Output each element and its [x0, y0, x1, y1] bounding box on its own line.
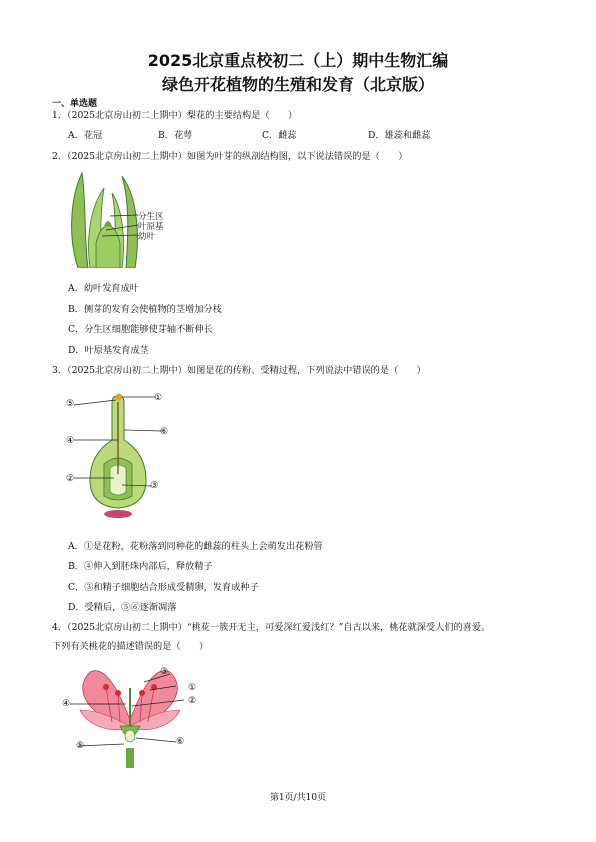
- section-heading: 一、单选题: [52, 99, 98, 109]
- document-title-line2: 绿色开花植物的生殖和发育（北京版）: [161, 75, 434, 94]
- q2-option-c: C．分生区细胞能够使芽轴不断伸长: [68, 324, 213, 335]
- q1-option-a: A．花冠: [68, 130, 103, 141]
- q1-stem: 1．（2025北京房山初二上期中）梨花的主要结构是（ ）: [52, 110, 298, 121]
- q3-label-1: ①: [154, 392, 163, 403]
- q3-option-d: D．受精后，⑤⑥逐渐凋落: [68, 602, 177, 613]
- q4-stem-line2: 下列有关桃花的描述错误的是（ ）: [52, 641, 209, 652]
- q3-option-a: A．①是花粉，花粉落到同种花的雌蕊的柱头上会萌发出花粉管: [68, 541, 323, 552]
- q2-option-a: A．幼叶发育成叶: [68, 283, 139, 294]
- peach-flower-figure: [60, 664, 200, 768]
- q2-label-meristem: 分生区: [138, 212, 164, 222]
- q4-label-5: ⑤: [76, 740, 85, 751]
- q3-label-2: ②: [66, 473, 75, 484]
- q1-option-b: B．花萼: [158, 130, 193, 141]
- q2-stem: 2．（2025北京房山初二上期中）如图为叶芽的纵剖结构图，以下说法错误的是（ ）: [52, 151, 408, 162]
- q3-label-6: ⑥: [160, 426, 169, 437]
- q4-label-1: ①: [188, 682, 197, 693]
- q3-option-b: B．④伸入到胚珠内部后，释放精子: [68, 561, 213, 572]
- document-title-line1: 2025北京重点校初二（上）期中生物汇编: [147, 51, 449, 70]
- pollination-figure: [62, 388, 182, 520]
- q3-label-3: ③: [150, 480, 159, 491]
- q2-option-d: D．叶原基发育成茎: [68, 345, 149, 356]
- q3-label-4: ④: [66, 435, 75, 446]
- q4-label-4: ④: [62, 698, 71, 709]
- q3-stem: 3．（2025北京房山初二上期中）如图是花的传粉、受精过程，下列说法中错误的是（ ）: [52, 365, 426, 376]
- q2-label-leaf-primordium: 叶原基: [138, 222, 164, 232]
- q4-label-3: ③: [160, 666, 169, 677]
- q4-stem-line1: 4．（2025北京房山初二上期中）“桃花一簇开无主，可爱深红爱浅红？”自古以来，桃花就深受人们的喜爱。: [52, 622, 491, 633]
- q4-label-6: ⑥: [176, 736, 185, 747]
- q1-option-d: D．雄蕊和雌蕊: [368, 130, 431, 141]
- q2-label-young-leaf: 幼叶: [138, 232, 156, 242]
- q1-option-c: C．雌蕊: [262, 130, 297, 141]
- q2-option-b: B．侧芽的发育会使植物的茎增加分枝: [68, 304, 222, 315]
- q3-label-5: ⑤: [66, 398, 75, 409]
- page-footer: 第1页/共10页: [269, 793, 327, 803]
- q3-option-c: C．③和精子细胞结合形成受精卵，发育成种子: [68, 582, 259, 593]
- q4-label-2: ②: [188, 695, 197, 706]
